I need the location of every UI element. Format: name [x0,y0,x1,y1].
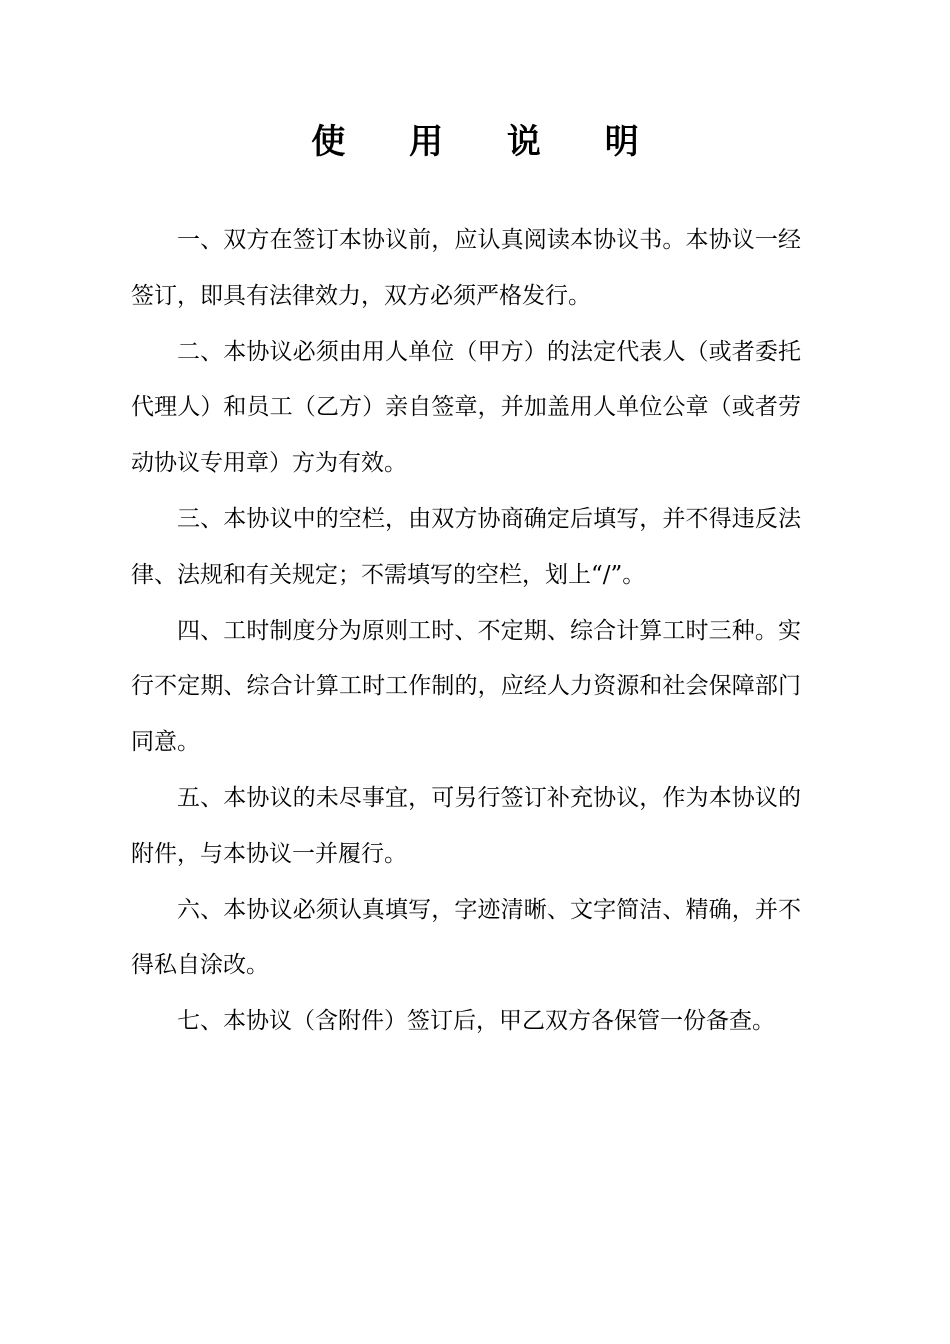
page-title: 使 用 说 明 [311,122,665,162]
instruction-paragraph-6: 六、本协议必须认真填写，字迹清晰、文字简洁、精确，并不得私自涂改。 [131,896,801,979]
instruction-paragraph-1: 一、双方在签订本协议前，应认真阅读本协议书。本协议一经签订，即具有法律效力，双方必须严格发行。 [131,227,801,309]
instruction-paragraph-4: 四、工时制度分为原则工时、不定期、综合计算工时三种。实行不定期、综合计算工时工作制的，应经人力资源和社会保障部门同意。 [131,617,801,756]
instruction-paragraph-2: 二、本协议必须由用人单位（甲方）的法定代表人（或者委托代理人）和员工（乙方）亲自签章，并加盖用人单位公章（或者劳动协议专用章）方为有效。 [131,338,801,477]
instructions-body [131,213,801,1050]
instruction-paragraph-7: 七、本协议（含附件）签订后，甲乙双方各保管一份备查。 [177,1008,775,1035]
instruction-paragraph-3: 三、本协议中的空栏，由双方协商确定后填写，并不得违反法律、法规和有关规定；不需填写的空栏，划上“/”。 [131,505,801,588]
instruction-paragraph-5: 五、本协议的未尽事宜，可另行签订补充协议，作为本协议的附件，与本协议一并履行。 [131,784,801,867]
